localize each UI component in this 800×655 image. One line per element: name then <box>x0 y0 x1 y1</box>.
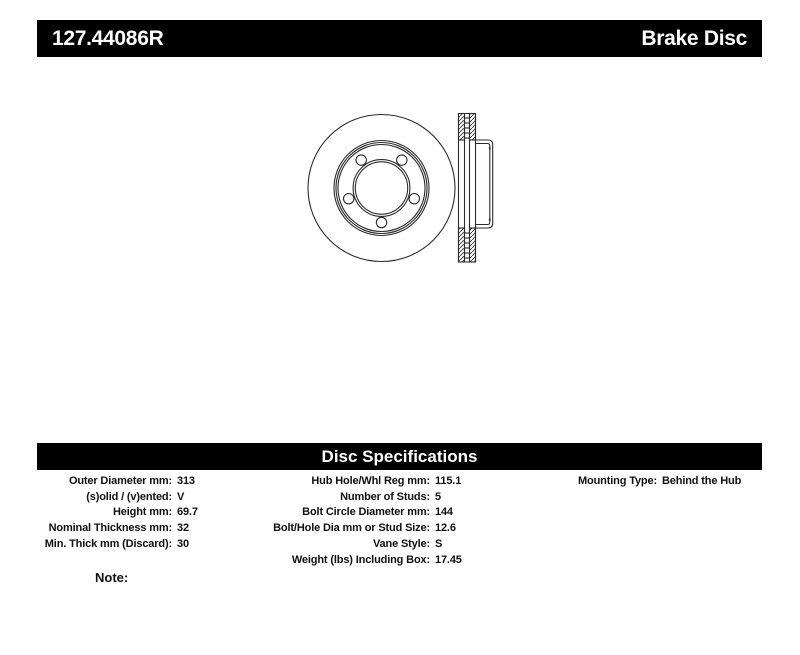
spec-label-bolt-circle-diameter: Bolt Circle Diameter mm: <box>302 506 430 519</box>
note-label: Note: <box>95 570 129 585</box>
spec-row-solid-vented <box>40 490 280 506</box>
spec-row-nominal-thickness <box>40 521 280 537</box>
spec-row-hub-hole <box>268 474 540 490</box>
hat-section <box>476 140 493 228</box>
spec-value-hub-hole: 115.1 <box>435 475 462 487</box>
vent-ribs <box>465 118 470 258</box>
spec-label-solid-vented: (s)olid / (v)ented: <box>86 490 172 503</box>
spec-value-bolt-hole-dia: 12.6 <box>435 522 456 535</box>
spec-value-weight: 17.45 <box>435 553 462 566</box>
spec-label-outer-diameter: Outer Diameter mm: <box>68 475 172 487</box>
spec-value-number-of-studs: 5 <box>435 490 441 503</box>
spec-label-vane-style: Vane Style: <box>372 537 430 550</box>
spec-label-number-of-studs: Number of Studs: <box>340 490 430 503</box>
bolt-holes <box>344 155 420 228</box>
spec-row-bolt-circle-diameter <box>268 505 540 521</box>
title-bar <box>37 20 762 57</box>
product-type: Brake Disc <box>641 26 747 50</box>
spec-value-nominal-thickness: 32 <box>177 522 189 535</box>
spec-value-outer-diameter: 313 <box>177 475 195 487</box>
spec-column-right <box>540 474 762 490</box>
spec-label-height: Height mm: <box>112 506 172 519</box>
spec-row-mounting-type <box>540 474 762 490</box>
spec-value-min-thickness: 30 <box>177 537 189 550</box>
spec-value-vane-style: S <box>435 537 443 550</box>
spec-column-middle <box>268 474 540 568</box>
spec-row-outer-diameter <box>40 474 280 490</box>
brake-disc-technical-drawing <box>295 98 505 273</box>
spec-section-title: Disc Specifications <box>321 446 478 466</box>
spec-row-height <box>40 505 280 521</box>
spec-row-weight <box>268 553 540 569</box>
spec-row-number-of-studs <box>268 490 540 506</box>
spec-label-nominal-thickness: Nominal Thickness mm: <box>48 522 172 535</box>
spec-label-hub-hole: Hub Hole/Whl Reg mm: <box>311 475 430 487</box>
spec-value-bolt-circle-diameter: 144 <box>435 506 453 519</box>
spec-label-weight: Weight (lbs) Including Box: <box>291 553 430 566</box>
brake-disc-front-view <box>308 115 455 262</box>
spec-label-bolt-hole-dia: Bolt/Hole Dia mm or Stud Size: <box>273 522 430 535</box>
spec-section-header <box>37 443 762 470</box>
spec-value-height: 69.7 <box>177 506 198 519</box>
spec-row-min-thickness <box>40 537 280 553</box>
part-number: 127.44086R <box>52 26 164 50</box>
spec-column-left <box>40 474 280 553</box>
spec-value-mounting-type: Behind the Hub <box>662 475 742 487</box>
spec-label-min-thickness: Min. Thick mm (Discard): <box>44 537 172 550</box>
spec-row-vane-style <box>268 537 540 553</box>
spec-row-bolt-hole-dia <box>268 521 540 537</box>
brake-disc-side-section-view <box>459 114 493 263</box>
spec-label-mounting-type: Mounting Type: <box>578 475 657 487</box>
spec-value-solid-vented: V <box>177 490 185 503</box>
